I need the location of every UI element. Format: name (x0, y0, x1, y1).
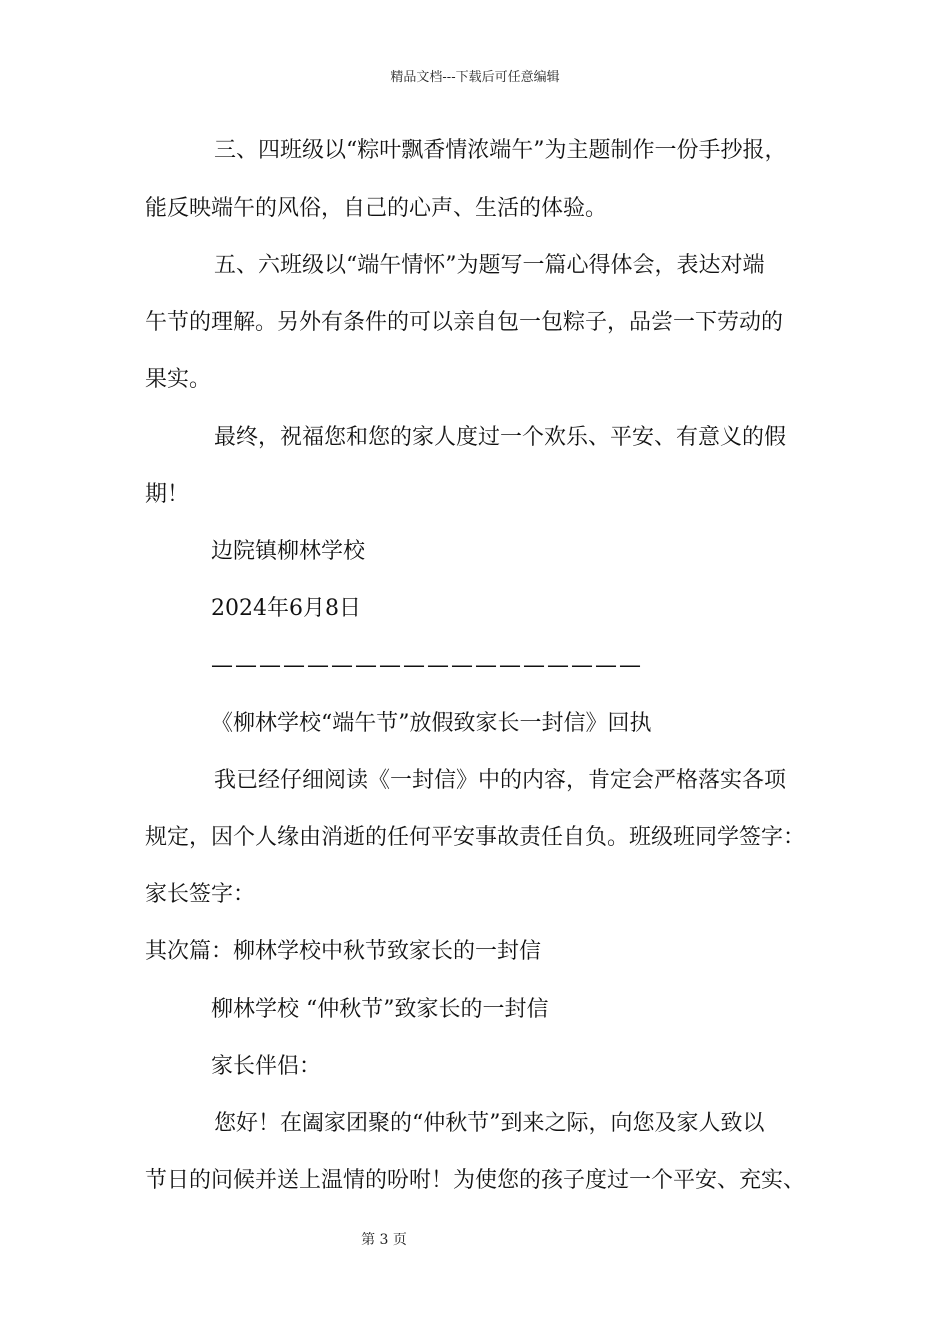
paragraph-line: 我已经仔细阅读《一封信》中的内容，肯定会严格落实各项 (214, 768, 787, 793)
page-header: 精品文档---下载后可任意编辑 (390, 70, 560, 85)
paragraph-line: 三、四班级以“粽叶飘香情浓端午”为主题制作一份手抄报， (214, 138, 787, 163)
paragraph-line: 午节的理解。另外有条件的可以亲自包一包粽子，品尝一下劳动的 (145, 310, 784, 335)
paragraph-line: 规定，因个人缘由消逝的任何平安事故责任自负。班级班同学签字： (145, 825, 806, 850)
cut-line: —————————————————— (211, 653, 643, 678)
paragraph-line: 期！ (145, 482, 190, 507)
signature-school: 边院镇柳林学校 (211, 539, 366, 564)
receipt-title: 《柳林学校“端午节”放假致家长一封信》回执 (211, 711, 652, 736)
salutation: 家长伴侣： (211, 1054, 322, 1079)
paragraph-line: 您好！在阖家团聚的“仲秋节”到来之际，向您及家人致以 (214, 1111, 765, 1136)
paragraph-line: 果实。 (145, 367, 212, 392)
section-heading: 其次篇：柳林学校中秋节致家长的一封信 (145, 939, 542, 964)
paragraph-line: 节日的问候并送上温情的吩咐！为使您的孩子度过一个平安、充实、 (145, 1168, 806, 1193)
paragraph-line: 五、六班级以“端午情怀”为题写一篇心得体会，表达对端 (214, 253, 765, 278)
paragraph-line: 最终，祝福您和您的家人度过一个欢乐、平安、有意义的假 (214, 425, 787, 450)
paragraph-line: 能反映端午的风俗，自己的心声、生活的体验。 (145, 196, 608, 221)
signature-date: 2024年6月8日 (211, 596, 361, 621)
page-number: 第 3 页 (361, 1232, 407, 1248)
parent-signature-label: 家长签字： (145, 882, 256, 907)
letter-title: 柳林学校 “仲秋节”致家长的一封信 (211, 997, 549, 1022)
